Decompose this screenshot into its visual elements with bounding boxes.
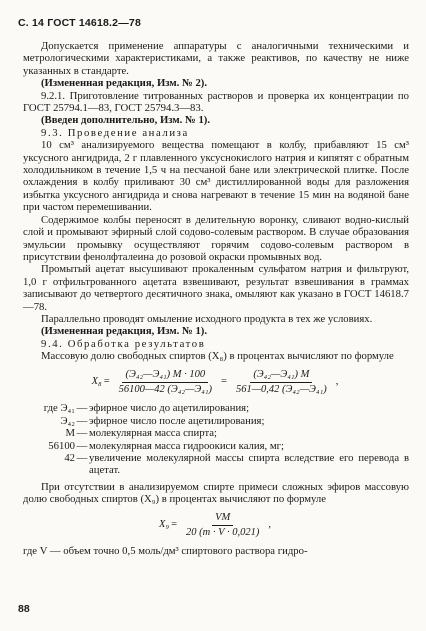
definition-text: увеличение молекулярной массы спирта вследствие его перевода в ацетат. xyxy=(89,452,409,477)
paragraph: Содержимое колбы переносят в делительную воронку, сливают водно-кислый слой и промывают эфирный слой содово-солевым раствором. В случае образования эмульсии промывку осуществляют горячим содово-солевым раствором в присутствии фенолфталеина до розовой окраски промывных вод. xyxy=(23,213,409,263)
formula-lhs: X₈ xyxy=(91,376,102,388)
fraction-numerator: (Э₄₂—Э₄₁) M · 100 xyxy=(122,369,208,383)
definition-symbol: Э₄₂ xyxy=(60,414,75,427)
section-heading-9-3: 9.3. Проведение анализа xyxy=(41,126,189,139)
fraction-denominator: 20 (m · V · 0,021) xyxy=(186,527,260,539)
definition-text: молекулярная масса спирта; xyxy=(89,427,217,440)
section-heading-9-4: 9.4. Обработка результатов xyxy=(41,337,206,350)
formula-lhs: X₉ xyxy=(159,519,170,531)
fraction-numerator: (Э₄₂—Э₄₁) M xyxy=(250,369,312,383)
paragraph: Параллельно проводят омыление исходного продукта в тех же условиях. xyxy=(41,312,373,325)
definition-text: молекулярная масса гидроокиси калия, мг; xyxy=(89,439,284,452)
amendment-note: (Измененная редакция, Изм. № 2). xyxy=(41,77,208,90)
paragraph: 10 см³ анализируемого вещества помещают в колбу, прибавляют 15 см³ уксусного ангидрида, 2 г плавленного уксуснокислого натрия и кипятят с обратным холодильником в течение 1,5 ч на песчаной бане или электрической плитке. После охлаждения в колбу приливают 30 см³ дистиллированной воды для разложения избытка уксусного ангидрида и снова нагревают в течение 15 мин на водяной бане при частом перемешивании. xyxy=(23,139,409,214)
where-label: где xyxy=(43,402,58,415)
page-number: 88 xyxy=(18,603,30,615)
fraction-denominator: 561—0,42 (Э₄₂—Э₄₁) xyxy=(235,383,327,395)
paragraph: где V — объем точно 0,5 моль/дм³ спиртового раствора гидро- xyxy=(23,545,308,558)
definition-symbol: Э₄₁ xyxy=(60,402,75,415)
formula-x8: X₈ = $\frac{\text{(Э₄₂—Э₄₁) M · 100}}{\text{56100—42 (Э₄₂—Э₄₁)}}$ = $\frac{\text{(Э₄₂—Э₄₁) M}}{\text{561—0,42 (Э₄₂—Э₄₁)}}$ , xyxy=(91,368,339,395)
paragraph-9-2-1: 9.2.1. Приготовление титрованных растворов и проверка их концентрации по ГОСТ 25794.1—83, ГОСТ 25794.3—83. xyxy=(23,89,409,115)
definition-row: 42 — увеличение молекулярной массы спирта вследствие его перевода в ацетат. xyxy=(23,452,409,477)
fraction-denominator: 56100—42 (Э₄₂—Э₄₁) xyxy=(118,383,213,395)
paragraph: Промытый ацетат высушивают прокаленным сульфатом натрия и фильтруют, 1,0 г отфильтрованного ацетата взвешивают, результат взвешивания в граммах записывают до четвертого десятичного знака, омыляют как указано в ГОСТ 14618.7—78. xyxy=(23,263,409,313)
definition-symbol: M xyxy=(65,427,75,440)
definition-symbol: 56100 xyxy=(48,439,75,452)
definitions-table xyxy=(23,402,409,476)
definition-row: Э₄₂ — эфирное число после ацетилирования; xyxy=(23,415,409,427)
formula-x9: X₉ = $\frac{VM}{20 (m \cdot V \cdot 0,021)}$ , xyxy=(159,511,271,539)
definition-text: эфирное число после ацетилирования; xyxy=(89,414,265,427)
fraction xyxy=(116,369,215,397)
definition-row: M — молекулярная масса спирта; xyxy=(23,427,409,439)
fraction-numerator: VM xyxy=(212,512,233,526)
fraction xyxy=(183,512,262,540)
amendment-note: (Введен дополнительно, Изм. № 1). xyxy=(41,114,211,127)
paragraph: Допускается применение аппаратуры с аналогичными техническими и метрологическими характеристиками, а также реактивов, по качеству не ниже указанных в стандарте. xyxy=(23,40,409,77)
definition-row: 56100 — молекулярная масса гидроокиси калия, мг; xyxy=(23,440,409,452)
definition-symbol: 42 xyxy=(64,452,75,464)
page-body xyxy=(23,40,409,558)
fraction xyxy=(233,369,330,397)
amendment-note: (Измененная редакция, Изм. № 1). xyxy=(41,325,208,338)
paragraph: Массовую долю свободных спиртов (X₈) в процентах вычисляют по формуле xyxy=(41,350,394,363)
paragraph: При отсутствии в анализируемом спирте примеси сложных эфиров массовую долю свободных спиртов (X₉) в процентах вычисляют по формуле xyxy=(23,480,409,506)
definition-row: где Э₄₁ — эфирное число до ацетилирования; xyxy=(23,402,409,414)
page-header: С. 14 ГОСТ 14618.2—78 xyxy=(18,17,141,29)
definition-text: эфирное число до ацетилирования; xyxy=(89,402,250,415)
